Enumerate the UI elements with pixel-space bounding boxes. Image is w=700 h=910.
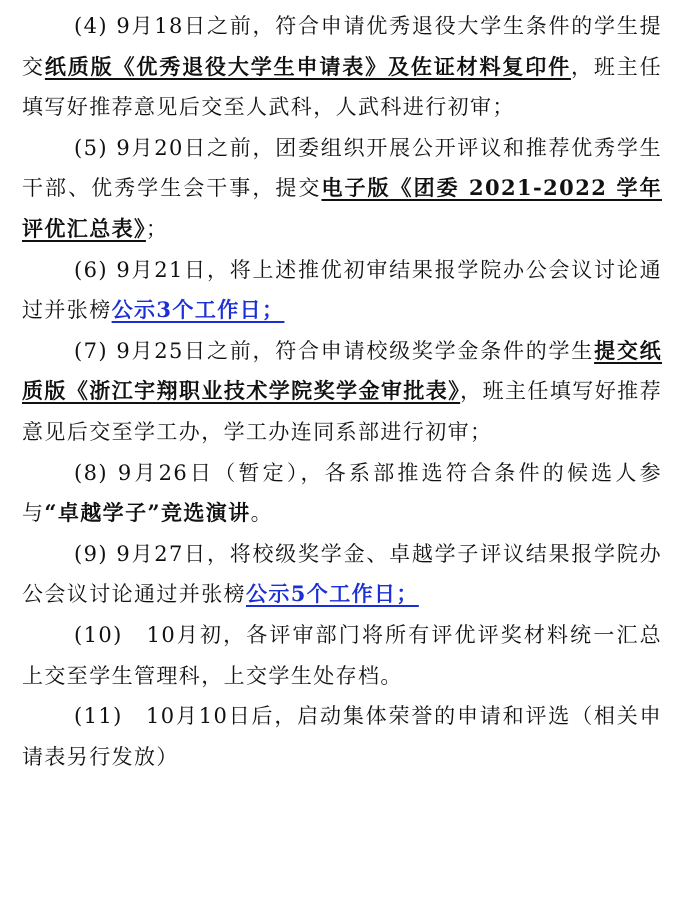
step-8-text: (8) 9月26日（暂定），各系部推选符合条件的候选人参与 xyxy=(22,460,662,526)
step-9-publicity-link[interactable]: 公示5个工作日； xyxy=(246,581,419,607)
step-7-paragraph xyxy=(22,331,662,453)
step-6-paragraph xyxy=(22,250,662,331)
step-8-highlight: “卓越学子”竞选演讲 xyxy=(44,500,251,526)
step-8-paragraph xyxy=(22,453,662,534)
step-5-text: (5) 9月20日之前，团委组织开展公开评议和推荐优秀学生干部、优秀学生会干事，提交 xyxy=(22,135,662,201)
step-4-paragraph xyxy=(22,6,662,128)
step-7-text-end: ，班主任填写好推荐意见后交至学工办，学工办连同系部进行初审； xyxy=(22,379,662,444)
document-body xyxy=(22,6,662,777)
step-6-text: (6) 9月21日，将上述推优初审结果报学院办公会议讨论通过并张榜 xyxy=(22,257,662,323)
step-7-submission-requirement: 提交纸质版《浙江宇翔职业技术学院奖学金审批表》 xyxy=(22,337,663,404)
step-8-text-end: 。 xyxy=(250,501,273,526)
step-9-text: (9) 9月27日，将校级奖学金、卓越学子评议结果报学院办公会议讨论通过并张榜 xyxy=(22,541,662,607)
step-6-publicity-link[interactable]: 公示3个工作日； xyxy=(111,297,285,323)
step-5-submission-requirement: 电子版《团委 2021-2022 学年评优汇总表》 xyxy=(22,175,662,241)
step-11-text: (11) 10月10日后，启动集体荣誉的申请和评选（相关申请表另行发放） xyxy=(22,704,662,769)
step-4-submission-requirement: 纸质版《优秀退役大学生申请表》及佐证材料复印件 xyxy=(44,53,571,79)
step-10-text: (10) 10月初，各评审部门将所有评优评奖材料统一汇总上交至学生管理科，上交学生处存档。 xyxy=(22,622,662,688)
step-4-text: (4) 9月18日之前，符合申请优秀退役大学生条件的学生提交 xyxy=(22,14,662,79)
step-9-paragraph xyxy=(22,534,662,615)
step-5-text-end: ； xyxy=(145,216,169,241)
step-5-paragraph xyxy=(22,128,662,250)
step-10-paragraph xyxy=(22,615,662,696)
step-4-text-end: ，班主任填写好推荐意见后交至人武科，人武科进行初审； xyxy=(22,54,662,120)
step-11-paragraph xyxy=(22,696,662,777)
step-7-text: (7) 9月25日之前，符合申请校级奖学金条件的学生 xyxy=(74,338,595,363)
